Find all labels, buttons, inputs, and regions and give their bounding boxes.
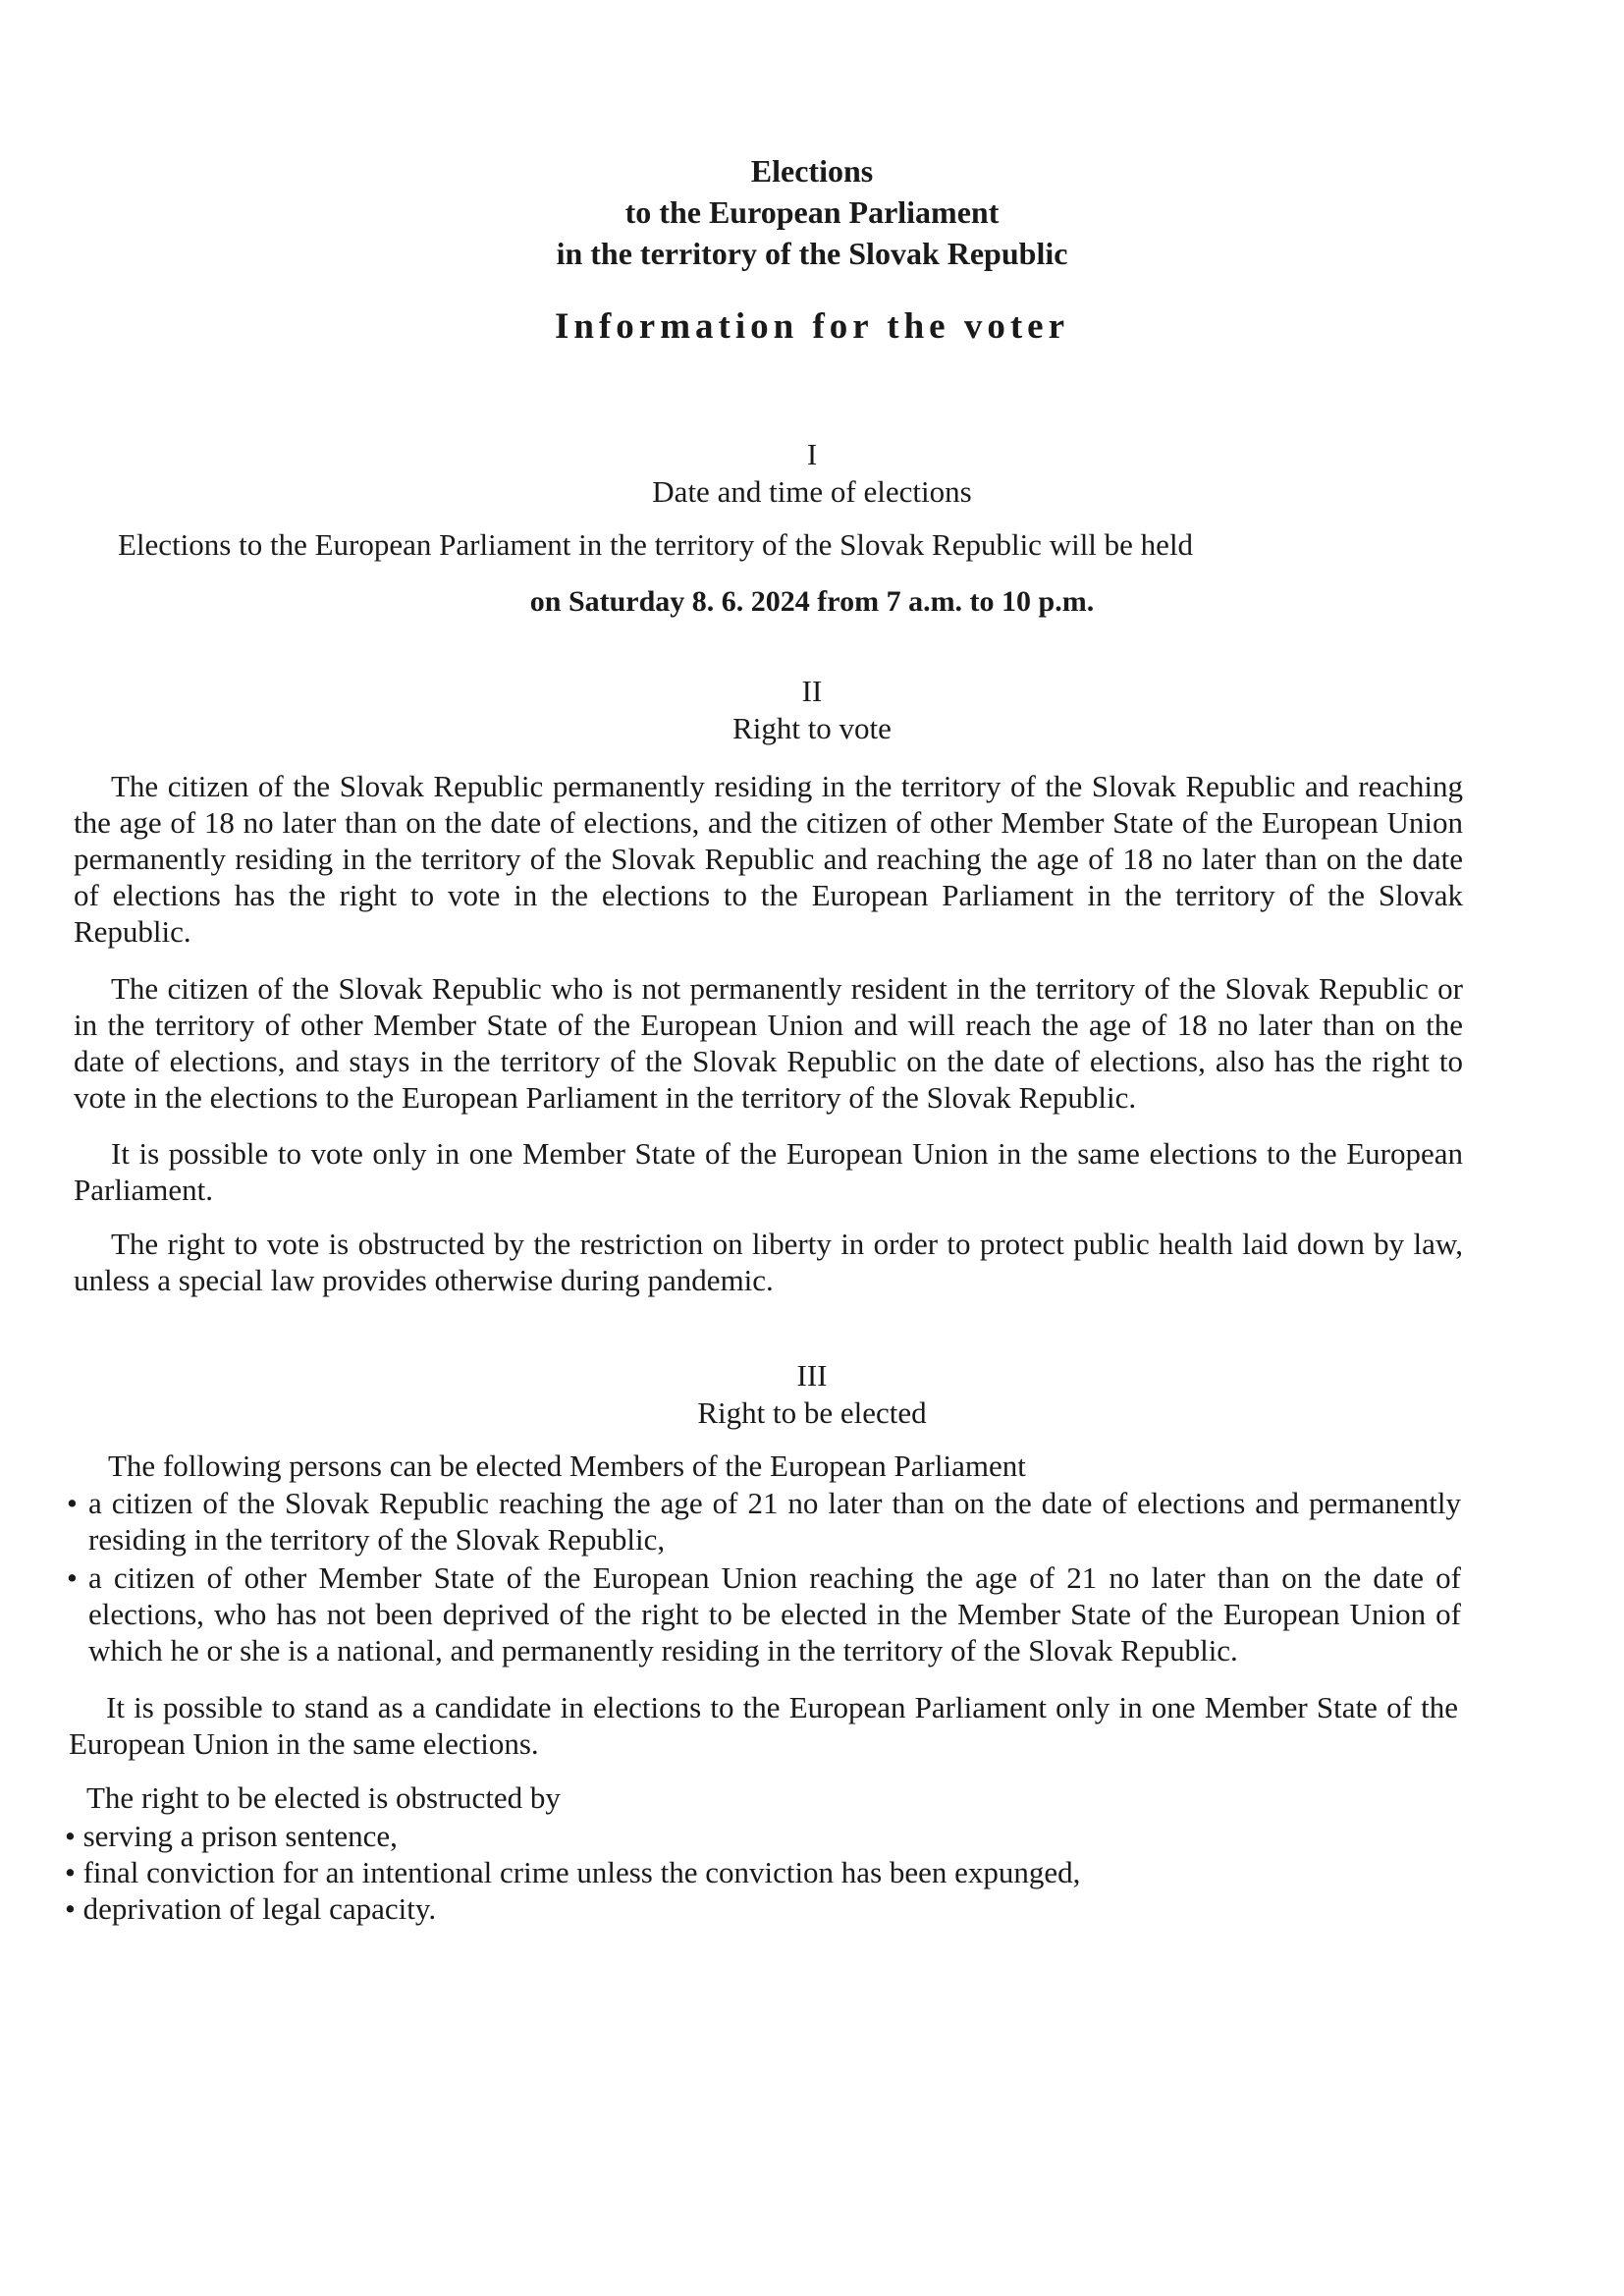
list-item xyxy=(65,1818,1439,1854)
section-3-heading: Right to be elected xyxy=(697,1395,927,1430)
section-1-heading: Date and time of elections xyxy=(652,474,972,509)
bullet-icon: • xyxy=(67,1560,78,1595)
section-2-heading: Right to vote xyxy=(732,711,892,745)
section-3-intro: The following persons can be elected Members of the European Parliament xyxy=(108,1449,1026,1483)
section-3-candidate-paragraph: It is possible to stand as a candidate in elections to the European Parliament only in one Member State of the European Union in the same elections. xyxy=(69,1690,1458,1761)
section-3-numeral: III xyxy=(796,1358,828,1393)
section-1-numeral: I xyxy=(806,437,818,471)
election-date-line: on Saturday 8. 6. 2024 from 7 a.m. to 10 p.m. xyxy=(529,585,1095,618)
bullet-text: serving a prison sentence, xyxy=(82,1819,398,1853)
section-2-paragraph-1: The citizen of the Slovak Republic permanently residing in the territory of the Slovak Republic and reaching the age of 18 no later than on the date of elections, and the citizen of other Member State of the European Union permanently residing in the territory of the Slovak Republic and reaching the age of 18 no later than on the date of elections has the right to vote in the elections to the European Parliament in the territory of the Slovak Republic. xyxy=(74,769,1463,949)
title-line-3: in the territory of the Slovak Republic xyxy=(556,236,1068,271)
bullet-text: final conviction for an intentional crime unless the conviction has been expunged, xyxy=(82,1855,1081,1889)
bullet-text: a citizen of other Member State of the European Union reaching the age of 21 no later than on the date of elections, who has not been deprived of the right to be elected in the Member State of the European Union of which he or she is a national, and permanently residing in the territory of the Slovak Republic. xyxy=(88,1560,1461,1667)
section-2-paragraph-3: It is possible to vote only in one Member State of the European Union in the same elections to the European Parliament. xyxy=(74,1136,1463,1207)
title-line-1: Elections xyxy=(750,153,874,189)
section-2-paragraph-4: The right to vote is obstructed by the restriction on liberty in order to protect public health laid down by law, unless a special law provides otherwise during pandemic. xyxy=(74,1227,1463,1297)
list-item xyxy=(67,1559,1461,1668)
bullet-text: a citizen of the Slovak Republic reaching the age of 21 no later than on the date of elections and permanently residing in the territory of the Slovak Republic, xyxy=(88,1486,1461,1557)
list-item xyxy=(67,1485,1461,1558)
title-line-2: to the European Parliament xyxy=(624,194,1000,230)
bullet-text: deprivation of legal capacity. xyxy=(82,1891,437,1926)
bullet-icon: • xyxy=(65,1891,76,1926)
section-1-text: Elections to the European Parliament in the territory of the Slovak Republic will be held xyxy=(118,527,1194,562)
obstruct-intro: The right to be elected is obstructed by xyxy=(86,1780,561,1815)
list-item xyxy=(65,1890,1439,1927)
bullet-icon: • xyxy=(67,1486,78,1520)
list-item xyxy=(65,1854,1439,1890)
bullet-icon: • xyxy=(65,1855,76,1889)
section-2-paragraph-2: The citizen of the Slovak Republic who is not permanently resident in the territory of the Slovak Republic or in the territory of other Member State of the European Union and will reach the age of 18 no later than on the date of elections, and stays in the territory of the Slovak Republic on the date of elections, also has the right to vote in the elections to the European Parliament in the territory of the Slovak Republic. xyxy=(74,971,1463,1115)
document-subtitle: Information for the voter xyxy=(554,306,1070,347)
bullet-icon: • xyxy=(65,1819,76,1853)
section-2-numeral: II xyxy=(801,674,823,708)
